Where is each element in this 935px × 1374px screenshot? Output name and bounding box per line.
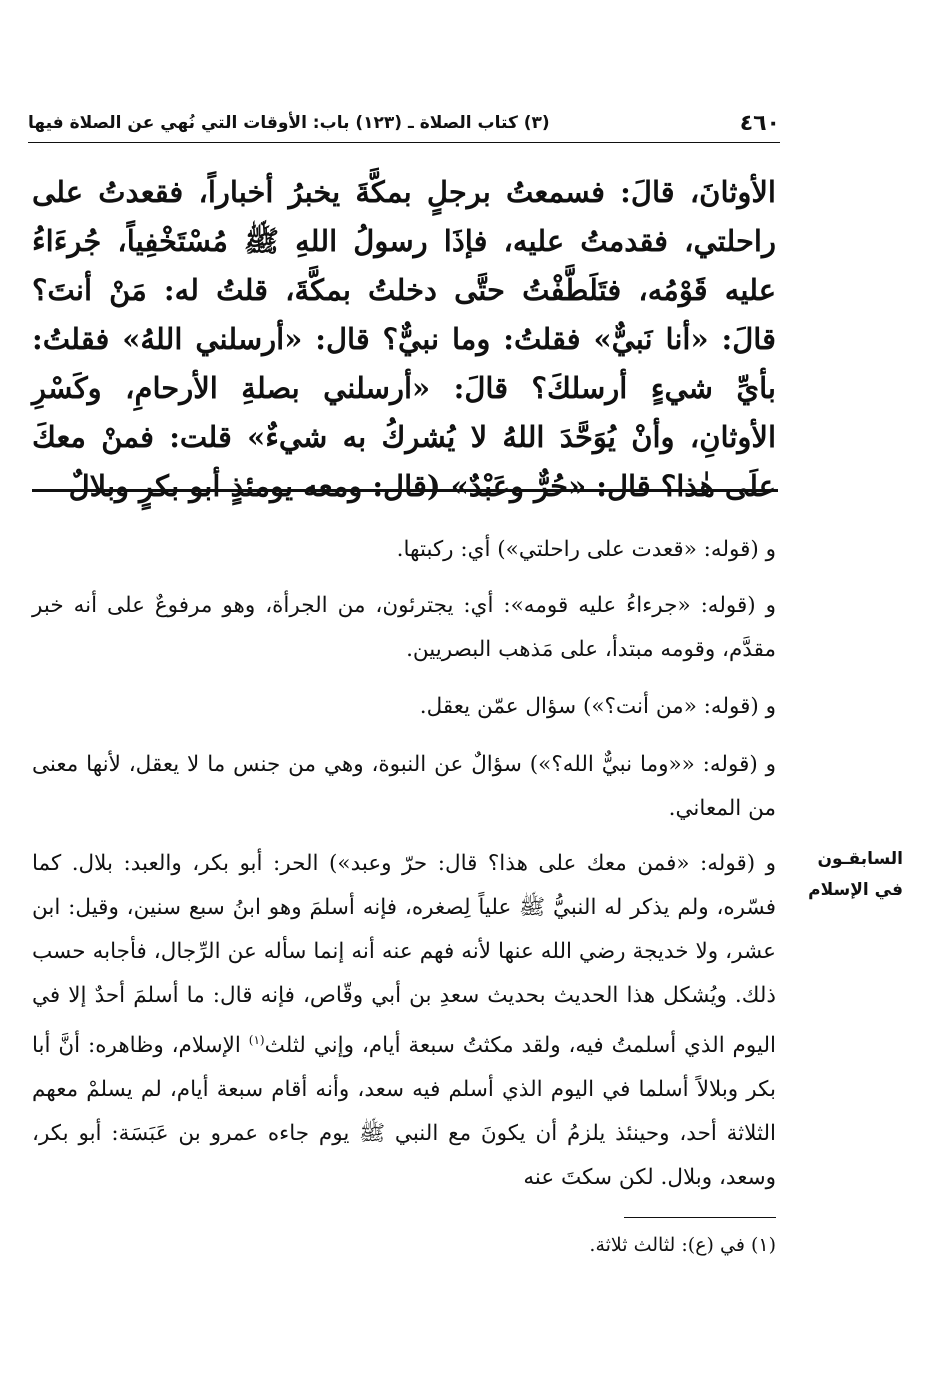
- commentary-block: [32, 842, 776, 1200]
- commentary-block: [32, 743, 776, 831]
- commentary-paragraph: و (قوله: «جرءاءُ عليه قومه»: أي: يجترئون، من الجرأة، وهو مرفوعٌ على أنه خبر مقدَّم، وقومه مبتدأ، على مَذهب البصريين.: [32, 593, 776, 662]
- page-number: ٤٦٠: [739, 110, 780, 136]
- running-header: [28, 108, 780, 138]
- section-divider: [32, 489, 778, 492]
- commentary-text: و (قوله: «فمن معك على هذا؟ قال: حرّ وعبد») الحر: أبو بكر، والعبد: بلال. كما فسّره، ولم يذكر له النبيُّ ﷺ علياً لِصغره، فإنه أسلمَ وهو ابنُ سبع سنين، وقيل: ابن عشر، ولا خديجة رضي الله عنها لأنه فهم عنه أنه إنما سأله عن الرِّجال، فأجابه حسب ذلك. ويُشكل هذا الحديث بحديث سعدِ بن أبي وقّاص، فإنه قال: ما أسلمَ أحدٌ إلا في اليوم الذي أسلمتُ فيه، ولقد مكثتُ سبعة أيام، وإني لثلث: [32, 851, 776, 1059]
- commentary-paragraph: و (قوله: «من أنت؟») سؤال عمّن يعقل.: [419, 694, 776, 719]
- commentary-text: الإسلام، وظاهره: أنَّ أبا بكر وبلالاً أسلما في اليوم الذي أسلم فيه سعد، وأنه أقام سبعة أيام، لم يسلمْ معهم الثلاثة أحد، وحينئذ يلزمُ أن يكونَ مع النبي ﷺ يوم جاءه عمرو بن عَبَسَة: أبو بكر، وسعد، وبلال. لكن سكتَ عنه: [32, 1033, 776, 1191]
- margin-heading: السابقـون في الإسلام: [808, 849, 903, 900]
- footnote-marker[interactable]: (١): [248, 1033, 265, 1047]
- hadith-paragraph: الأوثانَ، قالَ: فسمعتُ برجلٍ بمكَّةَ يخبرُ أخباراً، فقعدتُ على راحلتي، فقدمتُ عليه، فإذَا رسولُ اللهِ ﷺ مُسْتَخْفِياً، جُرءَاءُ عليه قَوْمُه، فتَلَطَّفْتُ حتَّى دخلتُ بمكَّةَ، قلتُ له: مَنْ أنتَ؟ قالَ: «أنا نَبيٌّ» فقلتُ: وما نبيٌّ؟ قال: «أرسلني اللهُ» فقلتُ: بأيِّ شيءٍ أرسلكَ؟ قالَ: «أرسلني بصلةِ الأرحامِ، وكَسْرِ الأوثانِ، وأنْ يُوَحَّدَ اللهُ لا يُشركُ به شيءٌ» قلت: فمنْ معكَ علَى هٰذا؟ قال: «حُرٌّ وعَبْدٌ» (قال: ومعه يومئذٍ أبو بكرٍ وبلالٌ: [32, 175, 776, 503]
- commentary-block: [32, 685, 776, 729]
- commentary-block: [32, 528, 776, 572]
- footnote: (١) في (ع): لثالث ثلاثة.: [589, 1234, 776, 1256]
- commentary-block: [32, 584, 776, 672]
- hadith-text: [32, 168, 776, 511]
- footnote-rule: [624, 1217, 776, 1218]
- commentary-paragraph: و (قوله: ««وما نبيٌّ الله؟») سؤالٌ عن النبوة، وهي من جنس ما لا يعقل، لأنها معنى من المعاني.: [32, 752, 776, 821]
- running-title: (٣) كتاب الصلاة ـ (١٢٣) باب: الأوقات التي نُهي عن الصلاة فيها: [28, 113, 550, 133]
- commentary-paragraph: و (قوله: «قعدت على راحلتي») أي: ركبتها.: [396, 537, 776, 562]
- footnotes: [32, 1228, 776, 1262]
- header-rule: [28, 142, 780, 143]
- commentary-paragraph: [32, 842, 776, 1200]
